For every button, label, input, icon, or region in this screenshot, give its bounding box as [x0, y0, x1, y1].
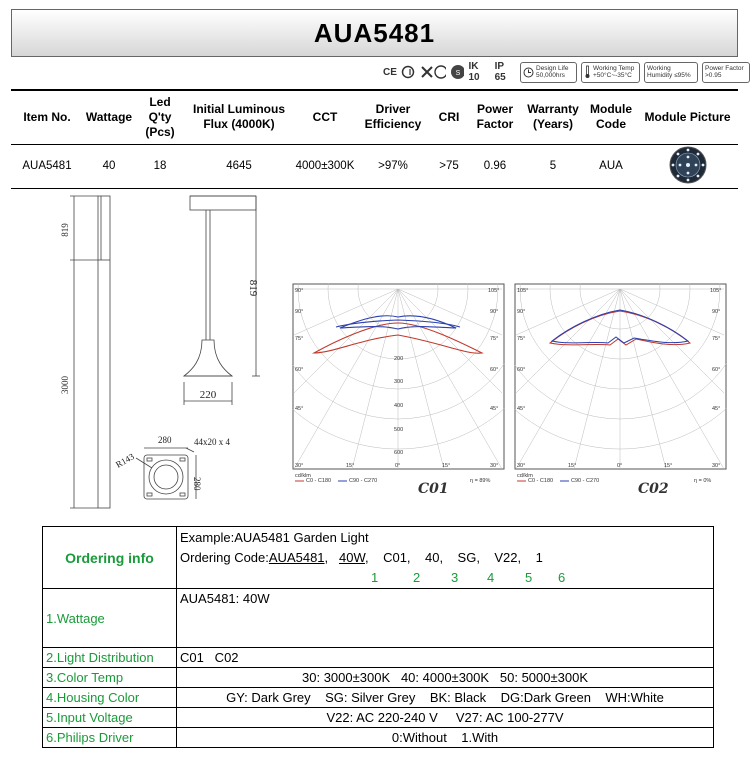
angle-label: 60° — [295, 367, 304, 373]
code-part: SG, — [457, 549, 480, 565]
thermometer-icon — [584, 65, 591, 79]
spec-cell-cct: 4000±300K — [293, 144, 357, 188]
spec-cell-power-factor: 0.96 — [469, 144, 521, 188]
angle-label: 90° — [490, 309, 499, 315]
angle-label: 30° — [295, 463, 304, 469]
code-number: 5 — [525, 569, 533, 585]
angle-label: 45° — [712, 406, 721, 412]
option-value: 0:Without 1.With — [177, 728, 714, 748]
radial-label: 400 — [394, 403, 404, 409]
ordering-table — [42, 526, 714, 748]
option-label: 5.Input Voltage — [43, 708, 177, 728]
spec-cell-module-picture — [637, 144, 738, 188]
polar-caption-c01: C01 — [418, 481, 449, 497]
angle-label: 105° — [517, 288, 529, 294]
unit-label: cd/klm — [295, 473, 311, 479]
efficiency-label: η = 0% — [694, 478, 712, 483]
option-label: 3.Color Temp — [43, 668, 177, 688]
angle-label: 45° — [490, 406, 499, 412]
spec-header: Led Q'ty (Pcs) — [135, 90, 185, 144]
angle-label: 75° — [295, 336, 304, 342]
radial-label: 200 — [394, 356, 404, 362]
legend-c0: C0 - C180 — [528, 478, 554, 483]
legend-c90: C90 - C270 — [349, 478, 378, 483]
ordering-info-label: Ordering info — [43, 527, 177, 589]
ce-mark: CE — [383, 66, 397, 78]
option-value: C01 C02 — [177, 648, 714, 668]
humidity-badge: Working Humidity ≤95% — [644, 62, 698, 83]
ordering-info-row — [43, 527, 714, 589]
dim-top-label: 819 — [60, 223, 70, 237]
spec-cell-warranty: 5 — [521, 144, 585, 188]
spec-cell-item: AUA5481 — [11, 144, 83, 188]
angle-label: 60° — [712, 367, 721, 373]
spec-header: Wattage — [83, 90, 135, 144]
polar-caption-c02: C02 — [638, 481, 669, 497]
legend-c90: C90 - C270 — [571, 478, 600, 483]
spec-cell-led-qty: 18 — [135, 144, 185, 188]
option-label: 4.Housing Color — [43, 688, 177, 708]
radial-label: 300 — [394, 379, 404, 385]
angle-label: 45° — [295, 406, 304, 412]
spec-header: Driver Efficiency — [357, 90, 429, 144]
code-number: 2 — [413, 569, 421, 585]
base-plate — [144, 455, 188, 499]
angle-label: 75° — [517, 336, 526, 342]
dim-side-label: 819 — [247, 279, 259, 297]
option-label: 2.Light Distribution — [43, 648, 177, 668]
tuv-logo-icon — [420, 64, 446, 80]
unit-label: cd/klm — [517, 473, 533, 479]
angle-label: 105° — [488, 288, 500, 294]
angle-label: 45° — [517, 406, 526, 412]
spec-header: Module Code — [585, 90, 637, 144]
dim-height-label: 3000 — [60, 376, 70, 394]
ordering-code-line: Ordering Code:AUA5481, 40W, C01, 40, SG, V22, 1 — [180, 549, 543, 565]
spec-table — [11, 89, 738, 189]
angle-label: 90° — [712, 309, 721, 315]
ik-rating: IK 10 — [468, 61, 480, 83]
code-number: 4 — [487, 569, 495, 585]
ordering-row-input-voltage — [43, 708, 714, 728]
radial-label: 600 — [394, 450, 404, 456]
spec-header: CCT — [293, 90, 357, 144]
code-part: 1 — [535, 549, 543, 565]
base-height-label: 280 — [192, 477, 202, 491]
angle-label: 0° — [617, 463, 623, 469]
spec-header: Warranty (Years) — [521, 90, 585, 144]
code-wattage: 40W — [339, 549, 366, 565]
legend-c0: C0 - C180 — [306, 478, 332, 483]
ordering-example: Example:AUA5481 Garden Light — [180, 529, 369, 545]
angle-label: 15° — [442, 463, 451, 469]
angle-label: 15° — [664, 463, 673, 469]
code-part: 40, — [425, 549, 444, 565]
option-value: 30: 3000±300K 40: 4000±300K 50: 5000±300K — [177, 668, 714, 688]
base-radius-label: R143 — [114, 451, 136, 470]
ce-logo-icon — [401, 65, 416, 79]
led-module-image — [668, 145, 708, 185]
angle-label: 90° — [517, 309, 526, 315]
ordering-row-driver — [43, 728, 714, 748]
ip-rating: IP 65 — [494, 61, 506, 83]
spec-cell-cri: >75 — [429, 144, 469, 188]
certification-row — [383, 60, 750, 84]
enec-logo-icon — [450, 64, 465, 80]
base-slot-label: 44x20 x 4 — [194, 437, 230, 447]
pole-front-view — [98, 196, 110, 508]
code-part: V22, — [494, 549, 522, 565]
spec-header-row — [11, 90, 738, 144]
angle-label: 30° — [712, 463, 721, 469]
ordering-numbers — [180, 568, 710, 588]
code-part: C01, — [383, 549, 411, 565]
spec-header: Initial Luminous Flux (4000K) — [185, 90, 293, 144]
angle-label: 105° — [710, 288, 722, 294]
base-width-label: 280 — [158, 435, 172, 445]
angle-label: 15° — [346, 463, 355, 469]
ordering-row-housing-color — [43, 688, 714, 708]
working-temp-badge: Working Temp +50°C~-35°C — [581, 62, 640, 83]
angle-label: 0° — [395, 463, 401, 469]
ordering-row-distribution — [43, 648, 714, 668]
spec-cell-flux: 4645 — [185, 144, 293, 188]
ordering-info-content — [177, 527, 714, 589]
power-factor-badge: Power Factor >0.95 — [702, 62, 750, 83]
code-number: 3 — [451, 569, 459, 585]
clock-icon — [523, 67, 534, 78]
angle-label: 15° — [568, 463, 577, 469]
angle-label: 30° — [517, 463, 526, 469]
option-value: V22: AC 220-240 V V27: AC 100-277V — [177, 708, 714, 728]
option-value: AUA5481: 40W — [177, 589, 714, 648]
efficiency-label: η = 89% — [470, 478, 491, 483]
svg-text:S: S — [455, 70, 460, 77]
spec-cell-efficiency: >97% — [357, 144, 429, 188]
technical-drawing — [52, 190, 272, 515]
polar-chart-c01 — [292, 283, 505, 483]
angle-label: 90° — [295, 288, 304, 294]
spec-cell-wattage: 40 — [83, 144, 135, 188]
angle-label: 60° — [517, 367, 526, 373]
angle-label: 30° — [490, 463, 499, 469]
angle-label: 75° — [712, 336, 721, 342]
code-number: 6 — [558, 569, 566, 585]
option-value: GY: Dark Grey SG: Silver Grey BK: Black DG:Dark Green WH:White — [177, 688, 714, 708]
code-model: AUA5481 — [268, 549, 325, 565]
polar-chart-c02 — [514, 283, 727, 483]
design-life-badge: Design Life 50,000hrs — [520, 62, 577, 83]
angle-label: 75° — [490, 336, 499, 342]
radial-label: 500 — [394, 427, 404, 433]
spec-cell-module-code: AUA — [585, 144, 637, 188]
code-number: 1 — [371, 569, 379, 585]
ordering-row-wattage — [43, 589, 714, 648]
option-label: 6.Philips Driver — [43, 728, 177, 748]
spec-row — [11, 144, 738, 188]
angle-label: 60° — [490, 367, 499, 373]
page-title: AUA5481 — [11, 9, 738, 57]
spec-header: CRI — [429, 90, 469, 144]
spec-header: Power Factor — [469, 90, 521, 144]
angle-label: 90° — [295, 309, 304, 315]
ordering-row-color-temp — [43, 668, 714, 688]
spec-header: Module Picture — [637, 90, 738, 144]
spec-header: Item No. — [11, 90, 83, 144]
dim-width-label: 220 — [199, 389, 217, 401]
option-label: 1.Wattage — [43, 589, 177, 648]
